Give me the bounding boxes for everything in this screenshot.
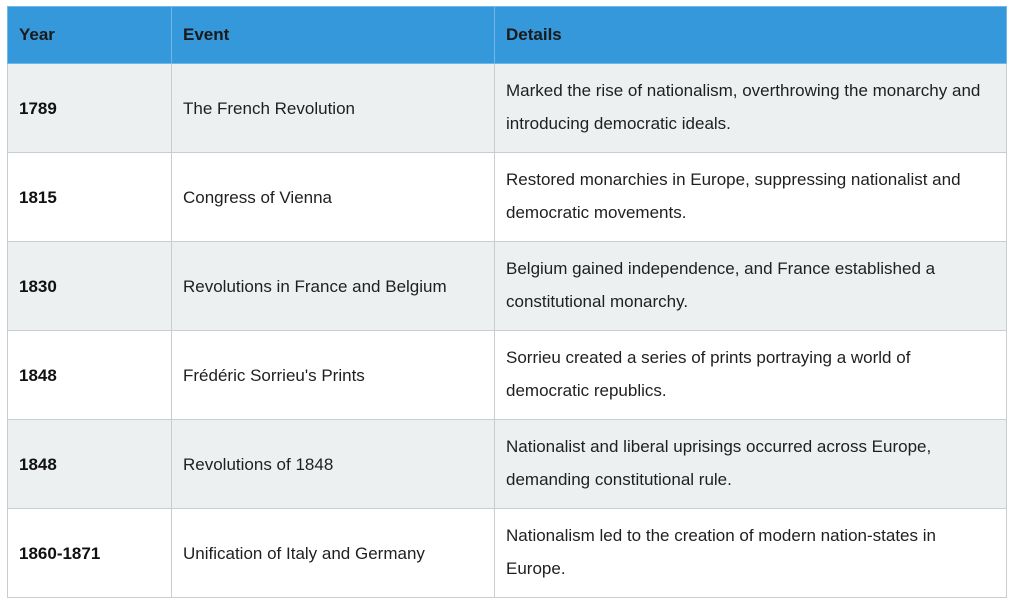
cell-year: 1848 [8, 420, 172, 509]
cell-year: 1830 [8, 242, 172, 331]
table-body [8, 64, 1007, 598]
cell-event: Congress of Vienna [172, 153, 495, 242]
header-year: Year [8, 7, 172, 64]
header-row [8, 7, 1007, 64]
table-row [8, 509, 1007, 598]
history-table-container [7, 6, 1006, 598]
cell-year: 1860-1871 [8, 509, 172, 598]
header-event: Event [172, 7, 495, 64]
header-details: Details [495, 7, 1007, 64]
table-row [8, 331, 1007, 420]
cell-event: Revolutions of 1848 [172, 420, 495, 509]
cell-year: 1848 [8, 331, 172, 420]
cell-details: Marked the rise of nationalism, overthrowing the monarchy and introducing democratic ideals. [495, 64, 1007, 153]
cell-year: 1789 [8, 64, 172, 153]
table-row [8, 153, 1007, 242]
cell-details: Sorrieu created a series of prints portraying a world of democratic republics. [495, 331, 1007, 420]
history-table [7, 6, 1007, 598]
table-row [8, 420, 1007, 509]
table-header [8, 7, 1007, 64]
cell-event: Unification of Italy and Germany [172, 509, 495, 598]
table-row [8, 242, 1007, 331]
cell-details: Nationalist and liberal uprisings occurred across Europe, demanding constitutional rule. [495, 420, 1007, 509]
cell-event: The French Revolution [172, 64, 495, 153]
cell-details: Nationalism led to the creation of modern nation-states in Europe. [495, 509, 1007, 598]
cell-event: Revolutions in France and Belgium [172, 242, 495, 331]
cell-details: Restored monarchies in Europe, suppressing nationalist and democratic movements. [495, 153, 1007, 242]
table-row [8, 64, 1007, 153]
cell-year: 1815 [8, 153, 172, 242]
cell-event: Frédéric Sorrieu's Prints [172, 331, 495, 420]
cell-details: Belgium gained independence, and France established a constitutional monarchy. [495, 242, 1007, 331]
